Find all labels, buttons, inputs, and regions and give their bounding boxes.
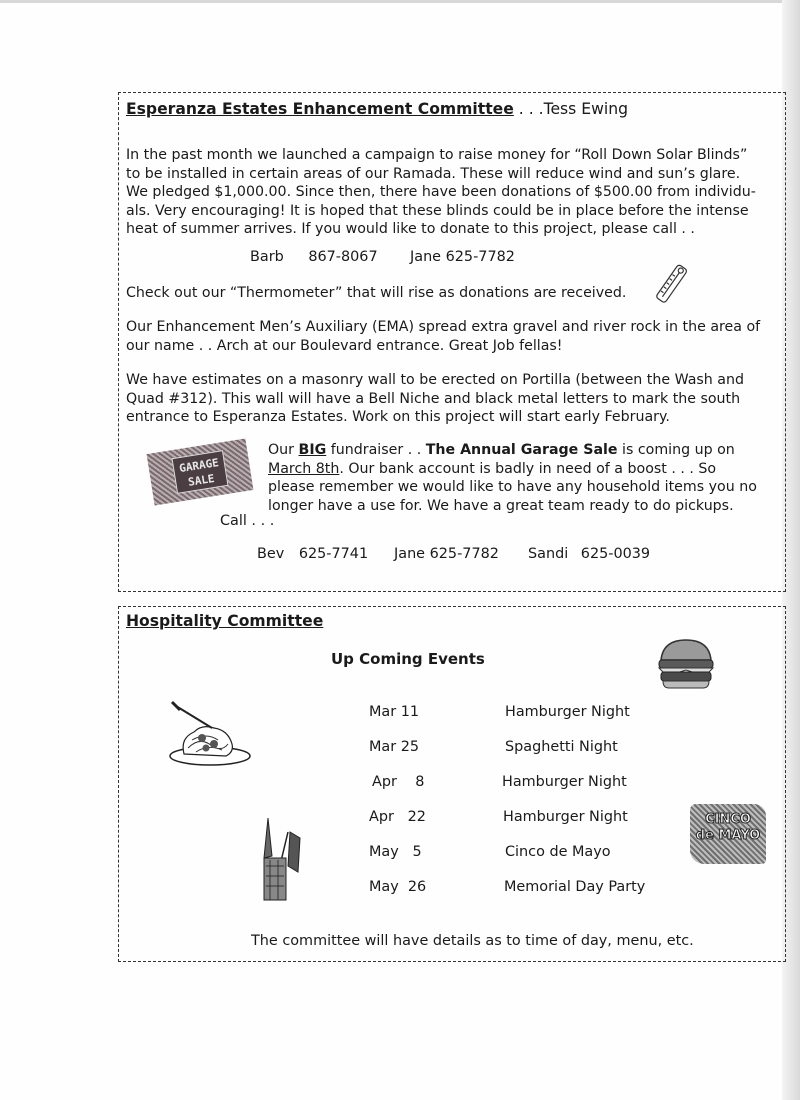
- contact-phone: 625-7782: [445, 249, 515, 265]
- text-line: We pledged $1,000.00. Since then, there have been donations of $500.00 from individu-: [126, 184, 756, 200]
- text-line: In the past month we launched a campaign to raise money for “Roll Down Solar Blinds”: [126, 147, 748, 163]
- text-line: please remember we would like to have any household items you no: [268, 479, 757, 495]
- contact-phone: 625-7782: [429, 546, 499, 562]
- contact-name: Jane: [394, 546, 426, 562]
- text-line: als. Very encouraging! It is hoped that these blinds could be in place before the intense: [126, 202, 749, 219]
- event-name: Memorial Day Party: [504, 879, 646, 895]
- enhancement-header: [126, 100, 628, 120]
- garage-sale-paragraph: [268, 441, 757, 515]
- text-line: entrance to Esperanza Estates. Work on this project will start early February.: [126, 409, 670, 425]
- text-line: Check out our “Thermometer” that will rise as donations are received.: [126, 285, 627, 301]
- contact-name: Sandi: [528, 546, 569, 562]
- cinco-de-mayo-icon: [690, 804, 766, 864]
- text-line: March 8th. Our bank account is badly in need of a boost . . . So: [268, 460, 717, 477]
- text-line: longer have a use for. We have a great team ready to do pickups.: [268, 497, 734, 514]
- thermometer-paragraph: [126, 284, 626, 303]
- enhancement-title: Esperanza Estates Enhancement Committee: [126, 100, 514, 118]
- contact-phone: 625-0039: [580, 546, 651, 562]
- event-date: Apr 8: [372, 774, 425, 790]
- event-name: Hamburger Night: [503, 809, 628, 825]
- contact-name: Bev: [257, 546, 285, 562]
- sign-text: SALE: [187, 471, 216, 489]
- contact-name: Jane: [410, 249, 442, 265]
- contact-name: Barb: [250, 249, 284, 265]
- contact-barb: [250, 248, 378, 267]
- masonry-wall-paragraph: [126, 371, 744, 427]
- flag-bearers-icon: [258, 816, 302, 904]
- thermometer-icon: [648, 262, 696, 306]
- solar-blinds-paragraph: [126, 146, 756, 239]
- badge-text: CINCO: [705, 812, 751, 827]
- contact-phone: 625-7741: [298, 546, 369, 562]
- call-label: Call . . .: [220, 513, 275, 529]
- event-name: Hamburger Night: [505, 704, 630, 720]
- text-line: heat of summer arrives. If you would like to donate to this project, please call . .: [126, 221, 695, 237]
- text-line: to be installed in certain areas of our Ramada. These will reduce wind and sun’s glare.: [126, 165, 741, 182]
- event-name: Cinco de Mayo: [505, 844, 611, 860]
- contact-bev: [257, 545, 368, 564]
- event-date: Mar 11: [369, 704, 420, 720]
- contact-jane-2: [394, 545, 499, 564]
- upcoming-events-heading: Up Coming Events: [331, 650, 485, 668]
- text-line: Our BIG fundraiser . . The Annual Garage Sale is coming up on: [268, 442, 735, 458]
- contact-phone: 867-8067: [308, 249, 378, 265]
- text-line: We have estimates on a masonry wall to be erected on Portilla (between the Wash and: [126, 372, 744, 388]
- event-name: Hamburger Night: [502, 774, 627, 790]
- contact-jane: [410, 248, 515, 267]
- hospitality-title: Hospitality Committee: [126, 612, 324, 630]
- page-top-edge: [0, 0, 800, 3]
- hamburger-icon: [655, 636, 717, 692]
- event-date: Apr 22: [369, 809, 426, 825]
- enhancement-author: . . .Tess Ewing: [513, 100, 628, 118]
- event-date: May 5: [369, 844, 422, 860]
- contact-sandi: [528, 545, 650, 564]
- event-name: Spaghetti Night: [505, 739, 618, 755]
- spaghetti-plate-icon: [166, 700, 252, 768]
- text-line: Quad #312). This wall will have a Bell Niche and black metal letters to mark the south: [126, 390, 741, 407]
- text-line: Our Enhancement Men’s Auxiliary (EMA) spread extra gravel and river rock in the area of: [126, 319, 761, 335]
- hospitality-footer-note: The committee will have details as to time of day, menu, etc.: [251, 933, 694, 949]
- text-line: our name . . Arch at our Boulevard entrance. Great Job fellas!: [126, 337, 563, 354]
- event-date: May 26: [369, 879, 427, 895]
- badge-text: de MAYO: [695, 828, 761, 843]
- ema-paragraph: [126, 318, 760, 355]
- sign-text: GARAGE: [178, 456, 220, 476]
- event-date: Mar 25: [369, 739, 420, 755]
